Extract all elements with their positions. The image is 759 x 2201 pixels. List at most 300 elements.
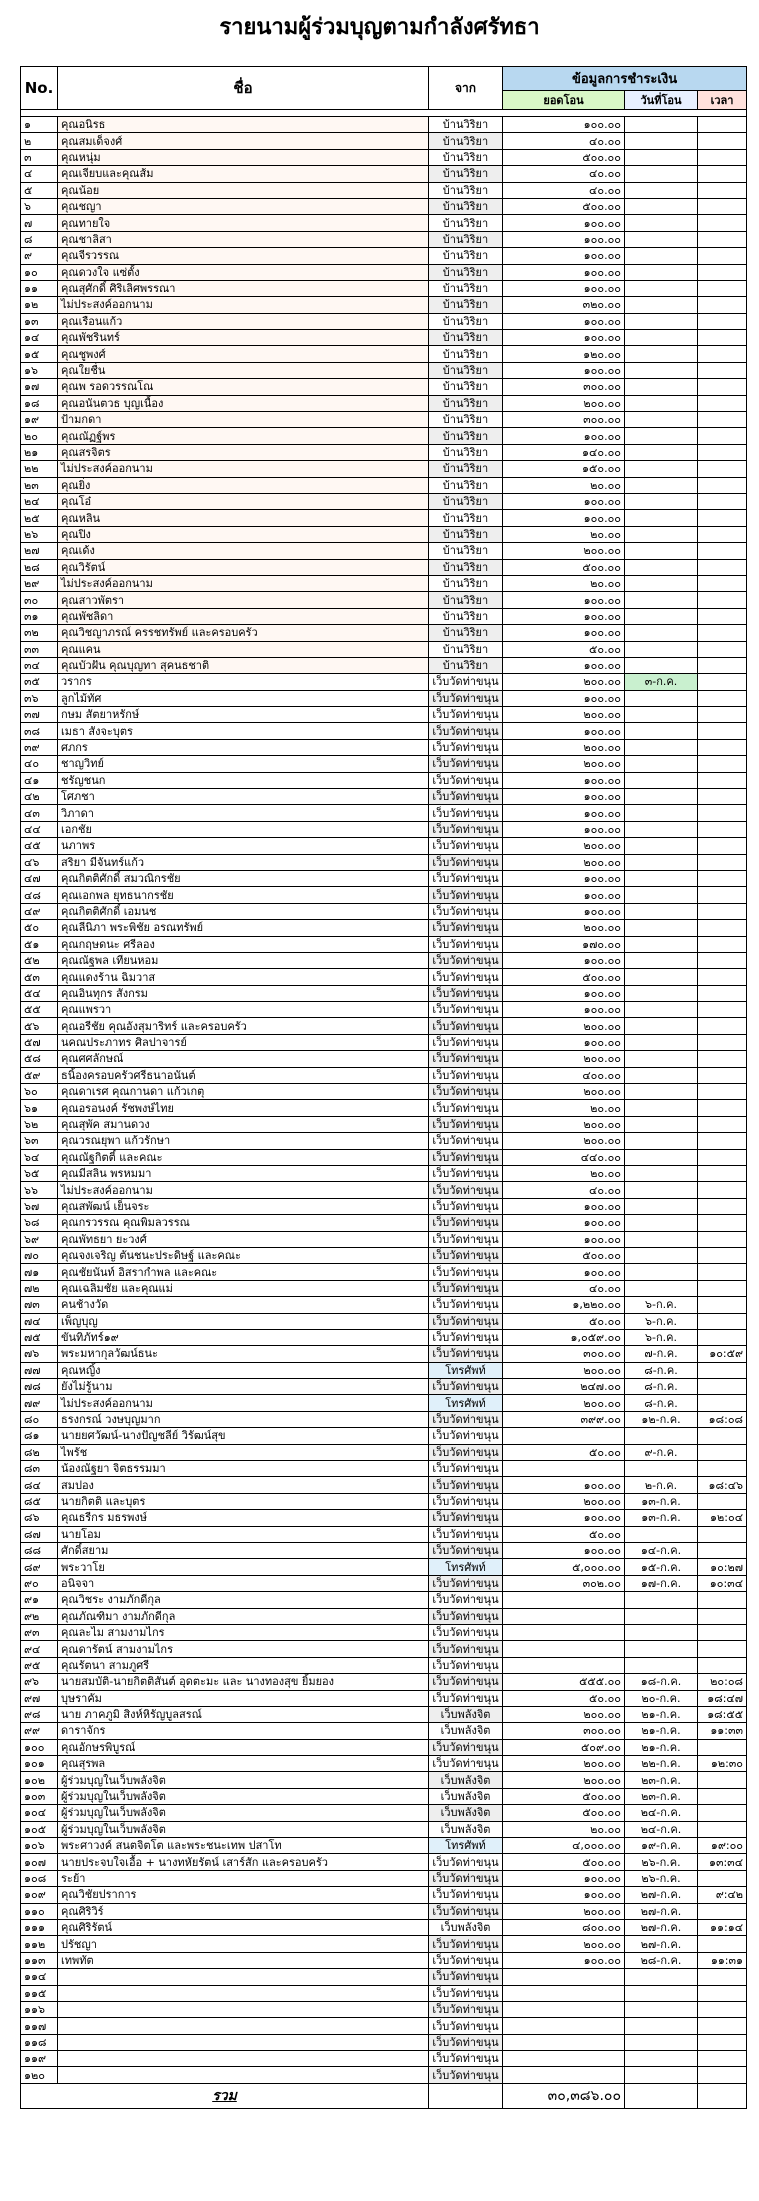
row-number: ๑๓ [21,313,58,329]
row-number: ๒๓ [21,477,58,493]
transfer-time [698,182,747,198]
transfer-time [698,821,747,837]
table-row [21,2018,747,2034]
transfer-date [625,395,698,411]
source: เว็บวัดท่าขนุน [429,690,503,706]
donor-name: คุณอักษรพิบูรณ์ [58,1739,429,1755]
amount: ๑๐๐.๐๐ [503,657,625,673]
source: เว็บวัดท่าขนุน [429,1952,503,1968]
donor-name: คุณหนุ่ม [58,149,429,165]
page-title: รายนามผู้ร่วมบุญตามกำลังศรัทธา [219,15,540,40]
table-row [21,1411,747,1427]
transfer-time [698,461,747,477]
source: เว็บวัดท่าขนุน [429,1903,503,1919]
amount: ๒๐๐.๐๐ [503,543,625,559]
header-from: จาก [429,67,503,110]
transfer-date [625,1051,698,1067]
transfer-date [625,461,698,477]
header-time: เวลา [698,91,747,110]
table-row [21,657,747,673]
source: เว็บวัดท่าขนุน [429,756,503,772]
transfer-time: ๑๘:๔๗ [698,1690,747,1706]
amount [503,1608,625,1624]
table-row [21,772,747,788]
table-row [21,674,747,690]
donor-name [58,1985,429,2001]
amount: ๒๐.๐๐ [503,1166,625,1182]
table-row [21,1149,747,1165]
source: เว็บวัดท่าขนุน [429,1084,503,1100]
amount: ๒๐.๐๐ [503,526,625,542]
table-row [21,1264,747,1280]
transfer-time [698,625,747,641]
amount: ๕๐๐.๐๐ [503,198,625,214]
donor-name: คุณลีนิภา พระพิชัย อรณทรัพย์ [58,920,429,936]
transfer-time [698,1444,747,1460]
row-number: ๑๑๘ [21,2034,58,2050]
donor-name: คุณวิชระ งามภักดีกุล [58,1592,429,1608]
transfer-time [698,395,747,411]
transfer-date [625,215,698,231]
amount: ๔๐.๐๐ [503,182,625,198]
source: เว็บวัดท่าขนุน [429,1739,503,1755]
row-number: ๔ [21,166,58,182]
source: เว็บวัดท่าขนุน [429,2018,503,2034]
donor-name: คุณวิชญาภรณ์ ครรชทรัพย์ และครอบครัว [58,625,429,641]
source: บ้านวิริยา [429,297,503,313]
table-row [21,1756,747,1772]
amount: ๑๐๐.๐๐ [503,1231,625,1247]
amount: ๒๐.๐๐ [503,1821,625,1837]
amount: ๑๐๐.๐๐ [503,1887,625,1903]
row-number: ๑๐ [21,264,58,280]
transfer-time [698,2051,747,2067]
transfer-date [625,248,698,264]
transfer-date [625,2018,698,2034]
amount: ๑,๐๕๙.๐๐ [503,1329,625,1345]
transfer-time: ๑๘:๔๖ [698,1477,747,1493]
transfer-time [698,477,747,493]
transfer-date [625,297,698,313]
transfer-time [698,215,747,231]
transfer-date: ๑๙-ก.ค. [625,1838,698,1854]
table-row [21,1100,747,1116]
source: เว็บวัดท่าขนุน [429,1887,503,1903]
row-number: ๖๗ [21,1198,58,1214]
source: เว็บวัดท่าขนุน [429,920,503,936]
transfer-date: ๒๖-ก.ค. [625,1854,698,1870]
table-row [21,1657,747,1673]
transfer-date [625,428,698,444]
row-number: ๓๗ [21,707,58,723]
amount [503,1657,625,1673]
amount: ๓๐๒.๐๐ [503,1575,625,1591]
transfer-time [698,1641,747,1657]
donor-name: นายยศวัฒน์-นางปัญชลีย์ วิรัฒน์สุข [58,1428,429,1444]
row-number: ๕๖ [21,1018,58,1034]
donor-name: ขันทิภัทร์๑๙ [58,1329,429,1345]
transfer-time [698,674,747,690]
amount: ๒๐๐.๐๐ [503,1395,625,1411]
source: บ้านวิริยา [429,641,503,657]
source: เว็บวัดท่าขนุน [429,1690,503,1706]
donor-name: คุณกิตติศักดิ์ เอมนช [58,903,429,919]
donor-name: คุณเอกพล ยุทธนากรชัย [58,887,429,903]
source: เว็บวัดท่าขนุน [429,1329,503,1345]
transfer-time [698,1100,747,1116]
transfer-time [698,346,747,362]
donor-name [58,1969,429,1985]
row-number: ๖ [21,198,58,214]
transfer-date: ๑๔-ก.ค. [625,1542,698,1558]
source: เว็บวัดท่าขนุน [429,2001,503,2017]
row-number: ๑๑๑ [21,1919,58,1935]
amount: ๒๐๐.๐๐ [503,1116,625,1132]
donor-name: คุณโอ๋ [58,493,429,509]
donor-name: คุณใยชื่น [58,362,429,378]
header-payment: ข้อมูลการชำระเงิน [503,67,747,91]
table-row [21,1346,747,1362]
row-number: ๑๑๖ [21,2001,58,2017]
transfer-date [625,526,698,542]
amount: ๕๐๙.๐๐ [503,1739,625,1755]
source: บ้านวิริยา [429,264,503,280]
table-row [21,2001,747,2017]
total-spacer [429,2083,503,2108]
transfer-date [625,1166,698,1182]
transfer-time [698,2067,747,2083]
table-row [21,1706,747,1722]
donor-name: พระศาวงค์ สนตจิตโต และพระชนะเทพ ปสาโท [58,1838,429,1854]
row-number: ๘๓ [21,1461,58,1477]
amount: ๑๐๐.๐๐ [503,592,625,608]
row-number: ๔๖ [21,854,58,870]
transfer-date [625,723,698,739]
source: เว็บวัดท่าขนุน [429,1247,503,1263]
amount: ๑๒๐.๐๐ [503,346,625,362]
table-row [21,1034,747,1050]
row-number: ๗ [21,215,58,231]
table-row [21,1379,747,1395]
amount: ๒๐๐.๐๐ [503,838,625,854]
table-row [21,625,747,641]
donor-name [58,2034,429,2050]
transfer-date [625,903,698,919]
table-row [21,248,747,264]
amount: ๑๐๐.๐๐ [503,264,625,280]
row-number: ๘๑ [21,1428,58,1444]
transfer-date: ๒๘-ก.ค. [625,1952,698,1968]
source: เว็บวัดท่าขนุน [429,1575,503,1591]
transfer-time [698,575,747,591]
transfer-date: ๘-ก.ค. [625,1362,698,1378]
amount [503,1985,625,2001]
transfer-date: ๒๔-ก.ค. [625,1805,698,1821]
transfer-time: ๑๑:๓๓ [698,1723,747,1739]
transfer-time [698,1428,747,1444]
row-number: ๘๒ [21,1444,58,1460]
source: เว็บวัดท่าขนุน [429,1493,503,1509]
table-row [21,641,747,657]
table-row [21,1674,747,1690]
source: เว็บวัดท่าขนุน [429,1542,503,1558]
transfer-date [625,1264,698,1280]
donor-name: นภาพร [58,838,429,854]
transfer-date [625,1608,698,1624]
amount: ๑๐๐.๐๐ [503,1477,625,1493]
transfer-date [625,739,698,755]
amount: ๒๐๐.๐๐ [503,1903,625,1919]
source: บ้านวิริยา [429,379,503,395]
row-number: ๑๐๖ [21,1838,58,1854]
header-spacer [21,110,747,117]
table-row [21,1461,747,1477]
transfer-date [625,166,698,182]
row-number: ๑๐๔ [21,1805,58,1821]
transfer-date [625,789,698,805]
source: เว็บวัดท่าขนุน [429,1411,503,1427]
amount: ๒๐๐.๐๐ [503,1051,625,1067]
transfer-time [698,1247,747,1263]
donor-name: คุณพัทธยา ยะวงศ์ [58,1231,429,1247]
transfer-date: ๒๗-ก.ค. [625,1936,698,1952]
table-row [21,2034,747,2050]
donor-name: ลูกไม้ทัศ [58,690,429,706]
row-number: ๙๐ [21,1575,58,1591]
donor-name: คุณรัตนา สามภูศรี [58,1657,429,1673]
donor-name: ไม่ประสงค์ออกนาม [58,575,429,591]
row-number: ๒๑ [21,444,58,460]
row-number: ๒ [21,133,58,149]
donor-name: คุณกฤษดนะ ศรีลอง [58,936,429,952]
amount: ๕๐.๐๐ [503,1313,625,1329]
transfer-time [698,149,747,165]
transfer-time: ๑๓:๓๔ [698,1854,747,1870]
row-number: ๑๐๒ [21,1772,58,1788]
transfer-date [625,2051,698,2067]
header-date: วันที่โอน [625,91,698,110]
transfer-time [698,1018,747,1034]
donor-name: คุณหลิน [58,510,429,526]
donor-name: ผู้ร่วมบุญในเว็บพลังจิต [58,1805,429,1821]
table-row [21,313,747,329]
table-row [21,379,747,395]
donor-name: นคณประภาทร ศิลปาจารย์ [58,1034,429,1050]
donor-name: ระย้า [58,1870,429,1886]
transfer-date [625,1149,698,1165]
row-number: ๑๒ [21,297,58,313]
amount: ๑๐๐.๐๐ [503,952,625,968]
amount: ๑๐๐.๐๐ [503,117,625,133]
transfer-time [698,231,747,247]
source: บ้านวิริยา [429,543,503,559]
row-number: ๓๙ [21,739,58,755]
source: เว็บวัดท่าขนุน [429,985,503,1001]
row-number: ๓๘ [21,723,58,739]
table-row [21,1919,747,1935]
row-number: ๑๘ [21,395,58,411]
donor-name: นายสมบัติ-นายกิตติสันต์ อุดตะมะ และ นางทองสุข ยิ้มยอง [58,1674,429,1690]
transfer-time [698,805,747,821]
amount: ๑๐๐.๐๐ [503,985,625,1001]
amount: ๑๐๐.๐๐ [503,330,625,346]
table-row [21,887,747,903]
amount: ๑๐๐.๐๐ [503,1034,625,1050]
source: เว็บพลังจิต [429,1706,503,1722]
source: เว็บวัดท่าขนุน [429,1067,503,1083]
donor-name: คุณจีรวรรณ [58,248,429,264]
row-number: ๑๑๐ [21,1903,58,1919]
row-number: ๑ [21,117,58,133]
donor-name: คุณชญา [58,198,429,214]
row-number: ๓๐ [21,592,58,608]
row-number: ๔๐ [21,756,58,772]
row-number: ๑๔ [21,330,58,346]
table-row [21,1821,747,1837]
amount: ๑๐๐.๐๐ [503,789,625,805]
table-row [21,936,747,952]
source: เว็บวัดท่าขนุน [429,1002,503,1018]
donor-name: ศภกร [58,739,429,755]
donor-name: นายประจบใจเอื้อ + นางทหัยรัตน์ เสาร์สัก และครอบครัว [58,1854,429,1870]
amount: ๑๐๐.๐๐ [503,870,625,886]
source: เว็บวัดท่าขนุน [429,2051,503,2067]
header-no: No. [21,67,58,110]
transfer-date: ๘-ก.ค. [625,1395,698,1411]
transfer-date [625,1002,698,1018]
donor-name: คุณเรือนแก้ว [58,313,429,329]
transfer-date [625,1067,698,1083]
source: เว็บวัดท่าขนุน [429,1215,503,1231]
row-number: ๘๖ [21,1510,58,1526]
table-row [21,1559,747,1575]
transfer-date [625,2034,698,2050]
row-number: ๘๕ [21,1493,58,1509]
donor-name: คุณธรีกร มธรพงษ์ [58,1510,429,1526]
source: เว็บวัดท่าขนุน [429,2067,503,2083]
transfer-date [625,362,698,378]
donor-name: คุณหญิ้ง [58,1362,429,1378]
donor-name: คุณวรณยุพา แก้วรักษา [58,1133,429,1149]
source: เว็บวัดท่าขนุน [429,952,503,968]
transfer-time [698,1034,747,1050]
source: เว็บพลังจิต [429,1805,503,1821]
amount: ๓๐๐.๐๐ [503,1346,625,1362]
row-number: ๔๙ [21,903,58,919]
donor-name: คุณณัฐกิตติ์ และคณะ [58,1149,429,1165]
amount: ๒๐.๐๐ [503,477,625,493]
row-number: ๑๑๓ [21,1952,58,1968]
transfer-date [625,1133,698,1149]
row-number: ๑๐๑ [21,1756,58,1772]
donor-name [58,2001,429,2017]
transfer-date [625,592,698,608]
source: เว็บวัดท่าขนุน [429,1198,503,1214]
table-row [21,1313,747,1329]
table-row [21,1592,747,1608]
source: เว็บวัดท่าขนุน [429,1346,503,1362]
donor-name: คุณชูพงศ์ [58,346,429,362]
amount: ๕๐๐.๐๐ [503,1247,625,1263]
source: เว็บวัดท่าขนุน [429,1149,503,1165]
table-row [21,117,747,133]
total-label: รวม [21,2083,429,2108]
header-amount: ยอดโอน [503,91,625,110]
row-number: ๑๐๙ [21,1887,58,1903]
amount: ๔๐.๐๐ [503,1182,625,1198]
transfer-time [698,1870,747,1886]
donor-name: คุณพัชรินทร์ [58,330,429,346]
table-row [21,575,747,591]
row-number: ๙ [21,248,58,264]
source: เว็บวัดท่าขนุน [429,674,503,690]
transfer-time [698,1821,747,1837]
transfer-time [698,1493,747,1509]
table-row [21,526,747,542]
transfer-date [625,887,698,903]
row-number: ๖๕ [21,1166,58,1182]
table-row [21,510,747,526]
amount: ๑๐๐.๐๐ [503,1542,625,1558]
amount: ๑๐๐.๐๐ [503,1198,625,1214]
transfer-time [698,526,747,542]
transfer-date: ๑๓-ก.ค. [625,1493,698,1509]
transfer-time [698,1788,747,1804]
donor-name: บุษราคัม [58,1690,429,1706]
donor-name: คุณดวงใจ แซ่ตั้ง [58,264,429,280]
transfer-date [625,1526,698,1542]
donor-name: คุณพ รอดวรรณโณ [58,379,429,395]
source: บ้านวิริยา [429,248,503,264]
donor-name: คุณชาลิสา [58,231,429,247]
transfer-date [625,1280,698,1296]
row-number: ๘๔ [21,1477,58,1493]
amount: ๔๐.๐๐ [503,166,625,182]
transfer-date [625,608,698,624]
source: เว็บวัดท่าขนุน [429,1444,503,1460]
transfer-date [625,838,698,854]
donor-name: ชรัญชนก [58,772,429,788]
amount: ๕๐.๐๐ [503,1690,625,1706]
donor-name: อนิจจา [58,1575,429,1591]
donor-name: ผู้ร่วมบุญในเว็บพลังจิต [58,1772,429,1788]
donor-name: นายโอม [58,1526,429,1542]
source: เว็บวัดท่าขนุน [429,936,503,952]
table-row [21,1051,747,1067]
transfer-date [625,969,698,985]
table-row [21,838,747,854]
transfer-time [698,330,747,346]
row-number: ๗๖ [21,1346,58,1362]
amount: ๒๐๐.๐๐ [503,1772,625,1788]
donor-name: ป้ามกดา [58,412,429,428]
transfer-time [698,280,747,296]
amount: ๑๐๐.๐๐ [503,690,625,706]
donor-name: คุณวิรัตน์ [58,559,429,575]
amount: ๑๐๐.๐๐ [503,231,625,247]
row-number: ๑๖ [21,362,58,378]
row-number: ๔๒ [21,789,58,805]
amount: ๕๐๐.๐๐ [503,1788,625,1804]
donor-name: ธรงกรณ์ วงษบุญมาก [58,1411,429,1427]
table-row [21,362,747,378]
donor-name: ดาราจักร [58,1723,429,1739]
transfer-time [698,1936,747,1952]
source: เว็บวัดท่าขนุน [429,772,503,788]
source: เว็บวัดท่าขนุน [429,1428,503,1444]
row-number: ๔๑ [21,772,58,788]
row-number: ๖๐ [21,1084,58,1100]
